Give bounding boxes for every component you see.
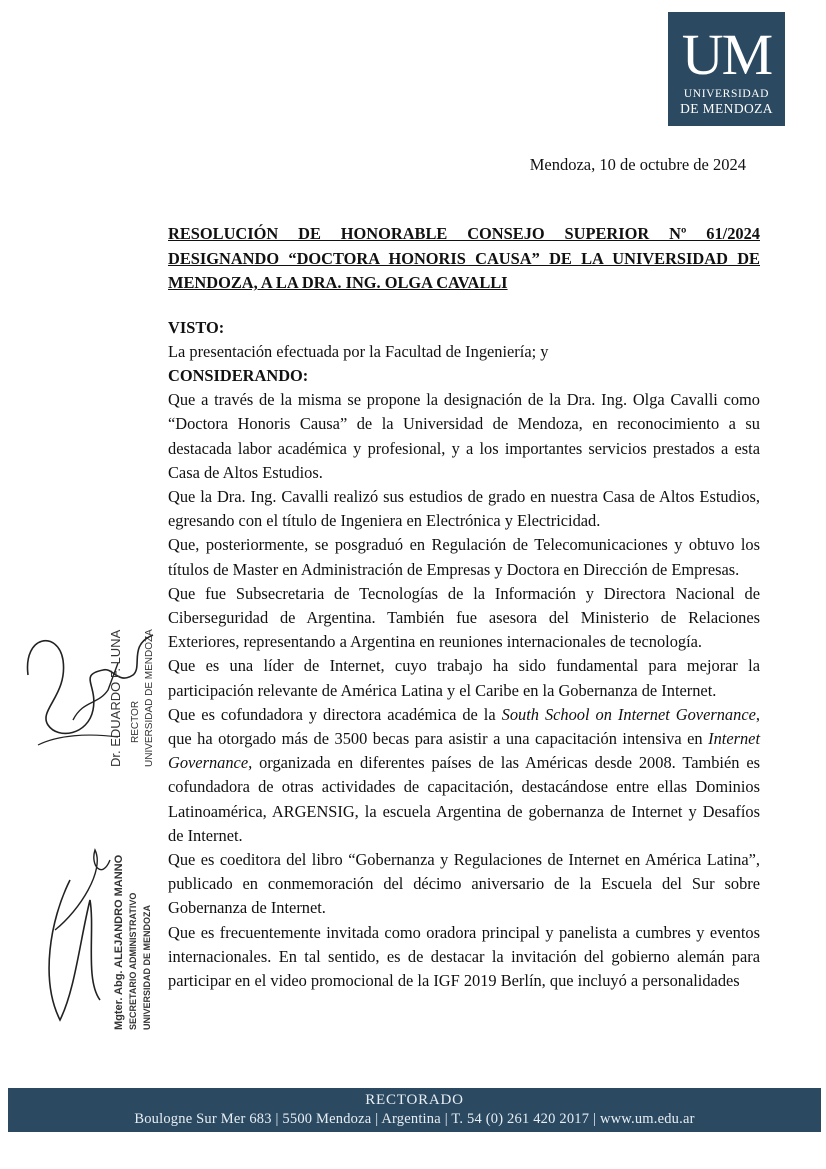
considerando-paragraph: Que fue Subsecretaria de Tecnologías de la Información y Directora Nacional de Ciberseguridad de Argentina. También fue asesora del Ministerio de Relaciones Exteriores, representando a Argentina en reuniones internacionales de tecnología. [168, 583, 760, 652]
secretario-name: Mgter. Abg. ALEJANDRO MANNO [113, 854, 125, 1030]
rector-signature-stamp [18, 615, 168, 775]
university-logo [668, 12, 785, 126]
logo-line-2: DE MENDOZA [680, 101, 773, 116]
visto-heading: VISTO: [168, 317, 225, 337]
logo-line-1: UNIVERSIDAD [683, 88, 770, 100]
visto-text: La presentación efectuada por la Facultad de Ingeniería; y [168, 341, 549, 361]
footer-title: RECTORADO [365, 1092, 464, 1108]
text-run: , que ha otorgado más de 3500 becas para asistir a una capacitación intensiva en [168, 704, 760, 748]
italic-text-run: Internet Governance [168, 728, 760, 773]
logo-mark: UM [681, 22, 772, 87]
text-run: , organizada en diferentes países de las Américas desde 2008. También es cofundadora de otras actividades de capacitación, destacándose entre ellas Dominios Latinoamérica, ARGENSIG, la escuela Argentina de gobernanza de Internet y Desafíos de Internet. [168, 753, 760, 845]
secretario-institution: UNIVERSIDAD DE MENDOZA [142, 904, 152, 1030]
italic-text-run: South School on Internet Governance [501, 704, 756, 724]
secretario-signature-icon [30, 840, 160, 1040]
considerando-paragraph: Que la Dra. Ing. Cavalli realizó sus estudios de grado en nuestra Casa de Altos Estudios, egresando con el título de Ingeniera en Electrónica y Electricidad. [168, 486, 760, 531]
considerando-paragraph: Que, posteriormente, se posgraduó en Regulación de Telecomunicaciones y obtuvo los títulos de Master en Administración de Empresas y Doctora en Dirección de Empresas. [168, 535, 760, 579]
considerando-paragraph: Que es una líder de Internet, cuyo trabajo ha sido fundamental para mejorar la participación relevante de América Latina y el Caribe en la Gobernanza de Internet. [168, 656, 760, 700]
text-run: Que es cofundadora y directora académica de la [168, 704, 502, 724]
footer-address: Boulogne Sur Mer 683 | 5500 Mendoza | Argentina | T. 54 (0) 261 420 2017 | www.um.edu.ar [134, 1111, 695, 1127]
considerando-paragraph [168, 703, 760, 848]
document-date: Mendoza, 10 de octubre de 2024 [529, 155, 746, 174]
letterhead-footer [8, 1088, 821, 1132]
considerando-paragraph: Que es coeditora del libro “Gobernanza y Regulaciones de Internet en América Latina”, publicado en conmemoración del décimo aniversario de la Escuela del Sur sobre Gobernanza de Internet. [168, 849, 760, 918]
rector-institution: UNIVERSIDAD DE MENDOZA [144, 629, 155, 767]
rector-role: RECTOR [130, 700, 141, 743]
considerando-heading: CONSIDERANDO: [168, 365, 309, 385]
secretario-role: SECRETARIO ADMINISTRATIVO [128, 892, 138, 1030]
rector-signature-icon [18, 615, 168, 775]
considerando-paragraph: Que es frecuentemente invitada como oradora principal y panelista a cumbres y eventos internacionales. En tal sentido, es de destacar la invitación del gobierno alemán para participar en el video promocional de la IGF 2019 Berlín, que incluyó a personalidades [168, 922, 760, 990]
document-body [168, 222, 760, 993]
rector-name: Dr. EDUARDO F. LUNA [108, 629, 123, 767]
secretario-signature-stamp [30, 840, 160, 1040]
resolution-title: RESOLUCIÓN DE HONORABLE CONSEJO SUPERIOR Nº 61/2024 DESIGNANDO “DOCTORA HONORIS CAUSA” DE LA UNIVERSIDAD DE MENDOZA, A LA DRA. ING. OLGA CAVALLI [168, 224, 760, 292]
considerando-paragraph: Que a través de la misma se propone la designación de la Dra. Ing. Olga Cavalli como “Doctora Honoris Causa” de la Universidad de Mendoza, en reconocimiento a su destacada labor académica y profesional, y a los importantes servicios prestados a esta Casa de Altos Estudios. [168, 390, 760, 482]
